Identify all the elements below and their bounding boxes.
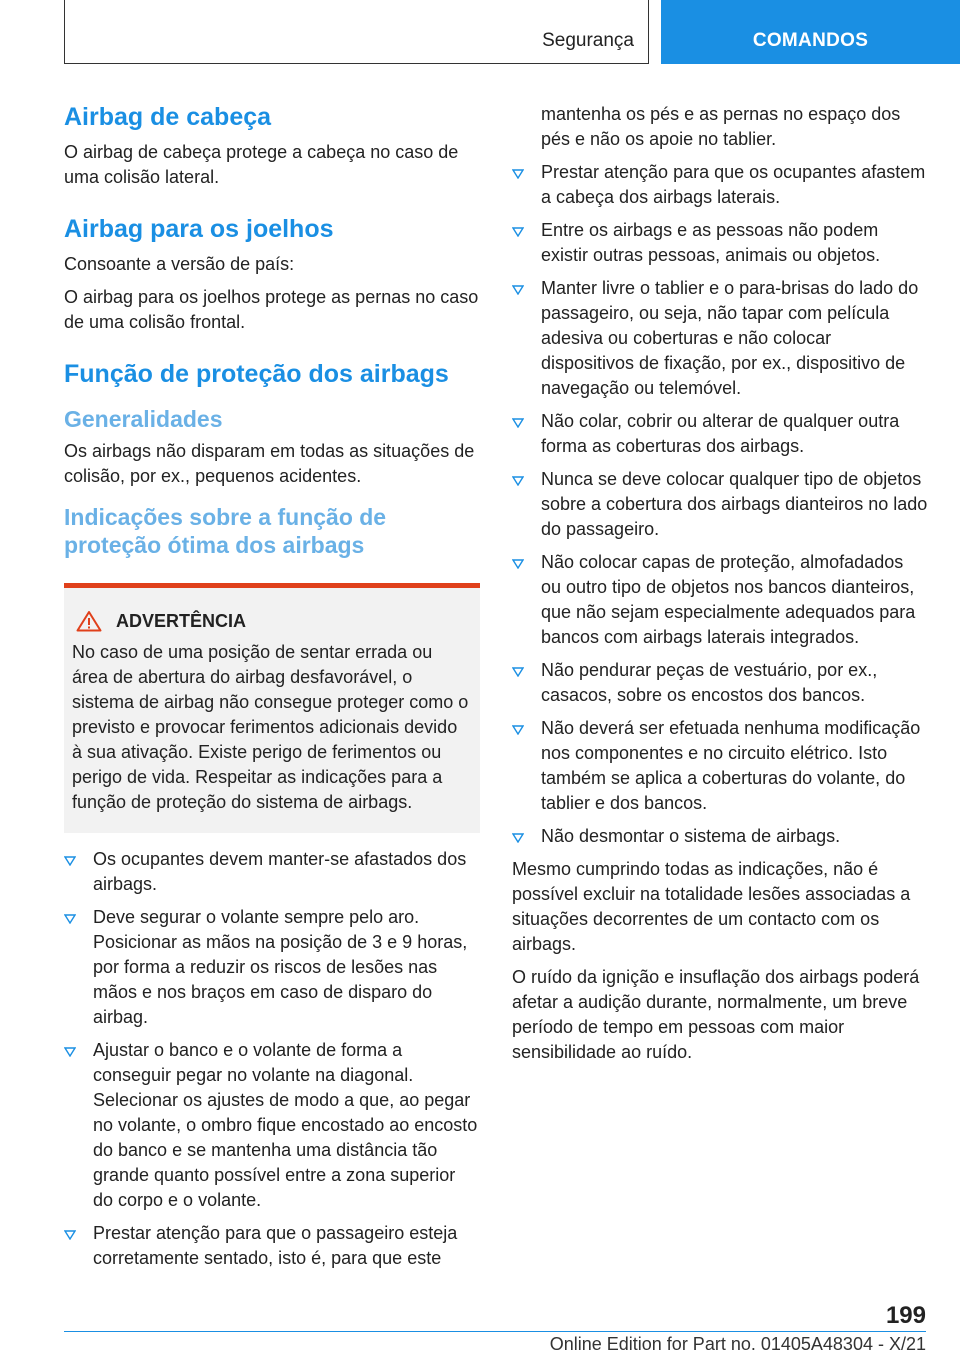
list-item [64,1038,480,1213]
bullet-continuation: mantenha os pés e as pernas no espaço dos pés e não os apoie no tablier. [541,104,901,149]
right-bullet-list [512,160,928,849]
list-item-text: Prestar atenção para que o passageiro esteja corretamente sentado, isto é, para que este [93,1223,458,1268]
list-item-text: Prestar atenção para que os ocupantes afastem a cabeça dos airbags laterais. [541,162,926,207]
triangle-bullet-icon [512,667,524,677]
subheading-notes: Indicações sobre a função de proteção ótima dos airbags [64,504,387,558]
list-item [512,824,928,849]
warning-title-row [76,608,472,634]
warning-triangle-icon [76,610,102,632]
triangle-bullet-icon [512,227,524,237]
header-chapter-title: COMANDOS [752,30,869,51]
list-item [512,467,928,542]
list-item [64,905,480,1030]
triangle-bullet-icon [512,725,524,735]
warning-text: No caso de uma posição de sentar errada ou área de abertura do airbag desfavorável, o sistema de airbag não consegue proteger como o previsto e provocar ferimentos adicionais devido à sua ativação. Existe perigo de ferimentos ou perigo de vida. Respeitar as indicações para a função de proteção do sistema de airbags. [72,642,469,812]
paragraph-final-2: O ruído da ignição e insuflação dos airbags poderá afetar a audição durante, normalmente, um breve período de tempo em pessoas com maior sensibilidade ao ruído. [512,967,920,1062]
heading-head-airbag: Airbag de cabeça [64,103,272,131]
paragraph-final-1: Mesmo cumprindo todas as indicações, não é possível excluir na totalidade lesões associadas a situações decorrentes de um contacto com os airbags. [512,859,911,954]
list-item-text: Não pendurar peças de vestuário, por ex., casacos, sobre os encostos dos bancos. [541,660,878,705]
list-item-text: Os ocupantes devem manter-se afastados dos airbags. [93,849,467,894]
list-item-text: Não colocar capas de proteção, almofadados ou outro tipo de objetos nos bancos dianteiros, que não sejam especialmente adequados para bancos com airbags laterais integrados. [541,552,916,647]
page-number: 199 [885,1302,926,1329]
header-chapter-tab [661,0,960,64]
triangle-bullet-icon [64,856,76,866]
header-section-title: Segurança [542,30,634,51]
header-section-box [64,0,649,64]
list-item-text: Entre os airbags e as pessoas não podem existir outras pessoas, animais ou objetos. [541,220,881,265]
triangle-bullet-icon [512,169,524,179]
triangle-bullet-icon [512,418,524,428]
list-item [512,409,928,459]
footer-rule [64,1331,926,1332]
warning-title: ADVERTÊNCIA [116,610,247,631]
heading-knee-airbag: Airbag para os joelhos [64,215,334,243]
left-bullet-list [64,847,480,1271]
triangle-bullet-icon [64,1230,76,1240]
triangle-bullet-icon [512,833,524,843]
warning-box [64,588,480,833]
list-item [512,658,928,708]
footer-edition: Online Edition for Part no. 01405A48304 - X/21 [549,1334,926,1354]
paragraph-knee-country: Consoante a versão de país: [64,254,295,274]
list-item-text: Não deverá ser efetuada nenhuma modificação nos componentes e no circuito elétrico. Isto também se aplica a coberturas do volante, do tablier e dos bancos. [541,718,921,813]
paragraph-general: Os airbags não disparam em todas as situações de colisão, por ex., pequenos acidentes. [64,441,475,486]
list-item [64,1221,480,1271]
triangle-bullet-icon [64,914,76,924]
heading-protection-function: Função de proteção dos airbags [64,360,449,388]
list-item-text: Nunca se deve colocar qualquer tipo de objetos sobre a cobertura dos airbags dianteiros no lado do passageiro. [541,469,928,539]
triangle-bullet-icon [512,476,524,486]
list-item [512,160,928,210]
list-item-text: Manter livre o tablier e o para-brisas do lado do passageiro, ou seja, não tapar com película adesiva ou coberturas e não colocar dispositivos de fixação, por ex., dispositivo de navegação ou telemóvel. [541,278,919,398]
subheading-general: Generalidades [64,406,223,432]
list-item [512,218,928,268]
list-item [64,847,480,897]
list-item-text: Não colar, cobrir ou alterar de qualquer outra forma as coberturas dos airbags. [541,411,900,456]
list-item-text: Ajustar o banco e o volante de forma a conseguir pegar no volante na diagonal. Selecionar os ajustes de modo a que, ao pegar no volante, o ombro fique encostado ao encosto do banco e se mantenha uma distância tão grande quanto possível entre a zona superior do corpo e o volante. [93,1040,478,1210]
list-item-text: Deve segurar o volante sempre pelo aro. Posicionar as mãos na posição de 3 e 9 horas, por forma a reduzir os riscos de lesões nas mãos e nos braços em caso de disparo do airbag. [93,907,468,1027]
paragraph-knee-airbag: O airbag para os joelhos protege as pernas no caso de uma colisão frontal. [64,287,479,332]
list-item [512,550,928,650]
triangle-bullet-icon [512,559,524,569]
triangle-bullet-icon [512,285,524,295]
list-item [512,276,928,401]
left-column [64,100,480,1279]
right-column [512,102,928,1073]
triangle-bullet-icon [64,1047,76,1057]
paragraph-head-airbag: O airbag de cabeça protege a cabeça no caso de uma colisão lateral. [64,142,459,187]
list-item [512,716,928,816]
list-item-text: Não desmontar o sistema de airbags. [541,826,841,846]
